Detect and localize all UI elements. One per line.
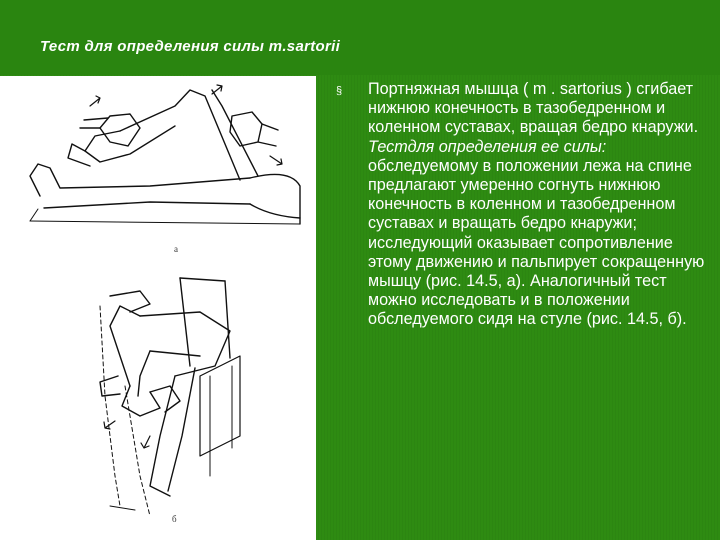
slide-title: Тест для определения силы m.sartorii — [40, 38, 341, 55]
figure-label-b: б — [172, 514, 177, 524]
illustration-panel — [0, 76, 316, 540]
sartorius-test-illustration — [0, 76, 316, 540]
text-part-2: обследуемому в положении лежа на спине предлагают умеренно согнуть нижнюю конечность в коленном и тазобедренном суставах и вращать бедро кнаружи; исследующий оказывает сопротивление этому движению и пальпирует сокращенную мышцу (рис. 14.5, а). Аналогичный тест можно исследовать и в положении обследуемого сидя на стуле (рис. 14.5, б). — [368, 156, 705, 329]
text-part-1: Портняжная мышца ( m . sartorius ) сгибает нижнюю конечность в тазобедренном и коленном суставах, вращая бедро кнаружи. — [368, 80, 699, 137]
text-italic: Тестдля определения ее силы: — [368, 137, 607, 156]
bullet-icon: § — [336, 85, 343, 97]
description-block — [336, 80, 712, 330]
figure-label-a: а — [174, 244, 178, 254]
description-text — [368, 80, 712, 330]
